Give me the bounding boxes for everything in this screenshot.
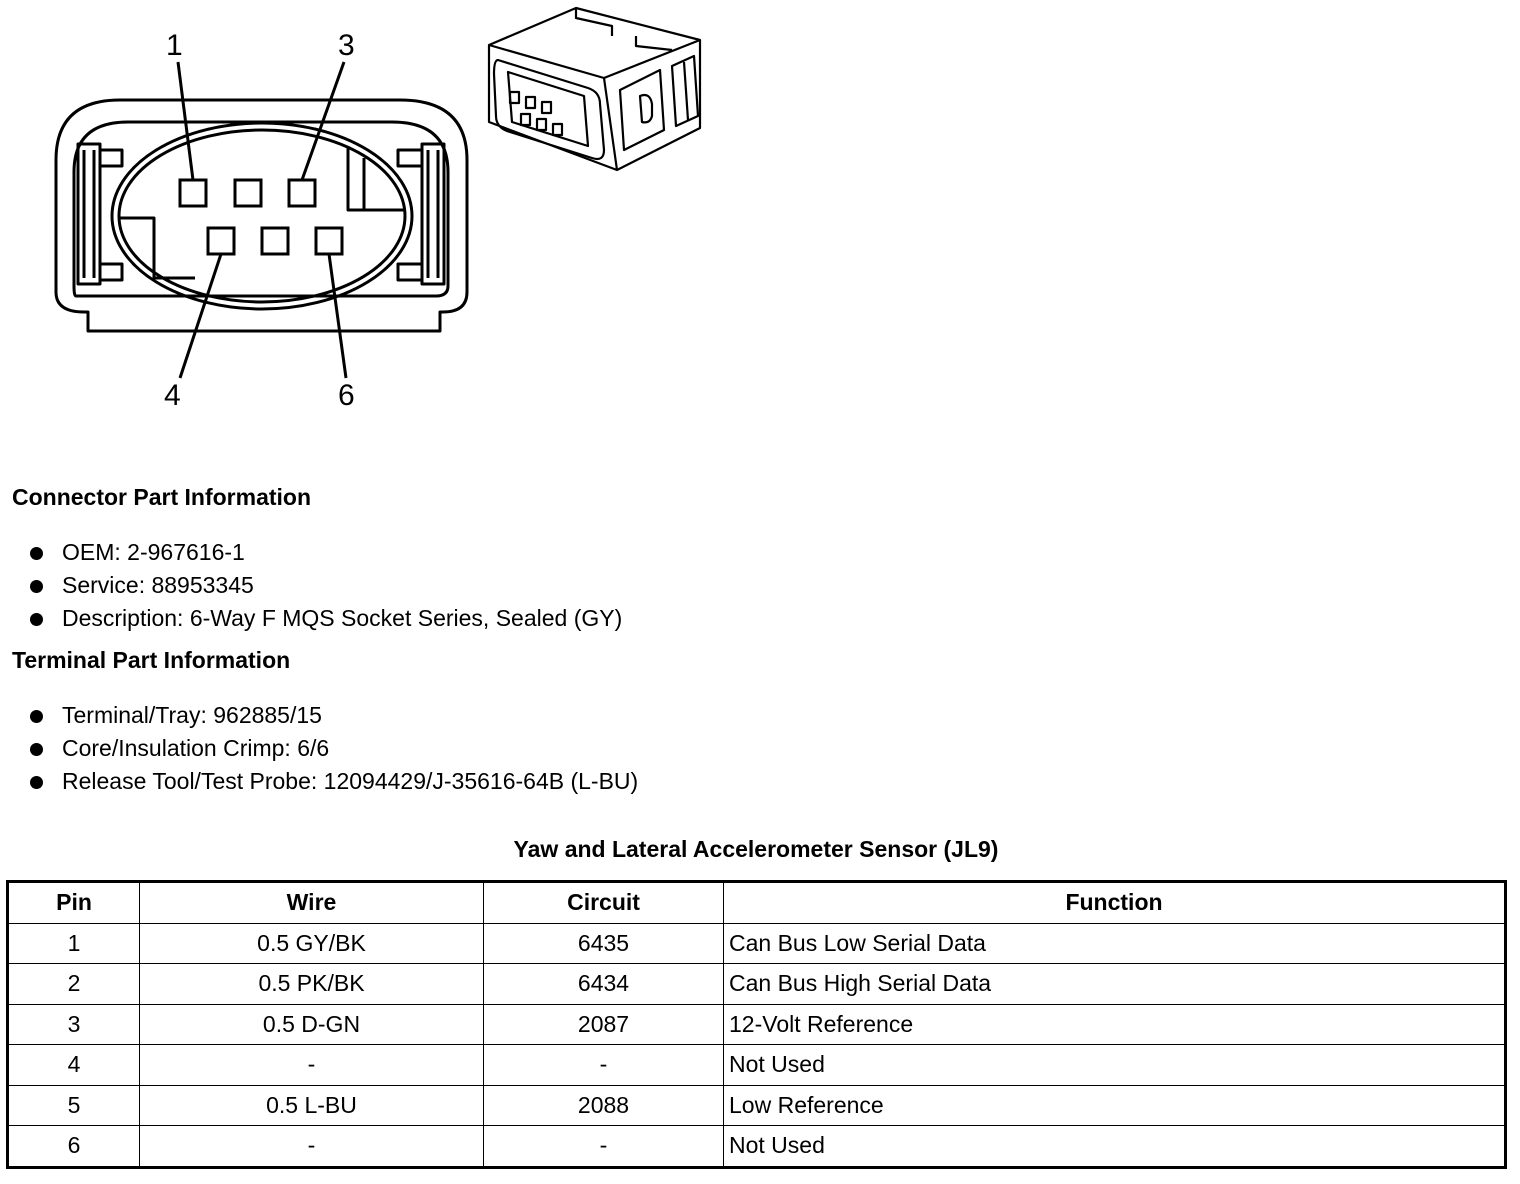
table-row: [8, 964, 1506, 1005]
bullet-icon: [30, 710, 43, 723]
terminal-info-list: [0, 699, 638, 798]
cell-wire: 0.5 L-BU: [140, 1085, 484, 1126]
list-item: [0, 602, 622, 635]
header-pin: Pin: [8, 882, 140, 924]
cell-function: Can Bus High Serial Data: [724, 964, 1506, 1005]
terminal-info-title: Terminal Part Information: [12, 647, 291, 673]
bullet-icon: [30, 580, 43, 593]
connector-face-diagram: [0, 0, 760, 430]
cell-wire: -: [140, 1126, 484, 1168]
cell-function: Can Bus Low Serial Data: [724, 923, 1506, 964]
list-item-text: Core/Insulation Crimp: 6/6: [62, 735, 330, 761]
cell-pin: 4: [8, 1045, 140, 1086]
pin-label-6: 6: [338, 379, 355, 412]
list-item-text: Release Tool/Test Probe: 12094429/J-35616-64B (L-BU): [62, 768, 639, 794]
pin-cavity-5: [262, 228, 288, 254]
list-item: [0, 732, 638, 765]
leader-line-4: [180, 254, 221, 378]
cell-wire: 0.5 PK/BK: [140, 964, 484, 1005]
cell-circuit: -: [484, 1045, 724, 1086]
connector-3d-illustration: [489, 8, 700, 170]
pinout-table: [6, 880, 1507, 1169]
header-circuit: Circuit: [484, 882, 724, 924]
list-item-text: Description: 6-Way F MQS Socket Series, Sealed (GY): [62, 605, 623, 631]
key-left: [120, 218, 195, 278]
list-item: [0, 569, 622, 602]
cell-circuit: -: [484, 1126, 724, 1168]
cell-circuit: 2088: [484, 1085, 724, 1126]
connector-info-list: [0, 536, 622, 635]
pin-label-3: 3: [338, 29, 355, 62]
table-caption: Yaw and Lateral Accelerometer Sensor (JL9): [513, 836, 999, 862]
socket-oval: [112, 123, 412, 309]
cell-function: Low Reference: [724, 1085, 1506, 1126]
header-function: Function: [724, 882, 1506, 924]
cell-wire: -: [140, 1045, 484, 1086]
cell-circuit: 2087: [484, 1004, 724, 1045]
pin-label-1: 1: [166, 29, 183, 62]
cell-function: Not Used: [724, 1045, 1506, 1086]
cell-circuit: 6434: [484, 964, 724, 1005]
table-row: [8, 923, 1506, 964]
pin-cavities: [180, 180, 342, 254]
list-item: [0, 699, 638, 732]
table-header-row: [8, 882, 1506, 924]
table-row: [8, 1004, 1506, 1045]
cell-pin: 6: [8, 1126, 140, 1168]
cell-pin: 1: [8, 923, 140, 964]
cell-function: Not Used: [724, 1126, 1506, 1168]
leader-line-6: [329, 254, 346, 378]
pin-label-4: 4: [164, 379, 181, 412]
cell-pin: 5: [8, 1085, 140, 1126]
right-latch-rail: [422, 144, 444, 284]
pin-cavity-1: [180, 180, 206, 206]
table-row: [8, 1085, 1506, 1126]
cell-circuit: 6435: [484, 923, 724, 964]
list-item-text: Service: 88953345: [62, 572, 254, 598]
bullet-icon: [30, 743, 43, 756]
pin-cavity-6: [316, 228, 342, 254]
list-item-text: Terminal/Tray: 962885/15: [62, 702, 322, 728]
header-wire: Wire: [140, 882, 484, 924]
bullet-icon: [30, 613, 43, 626]
pin-cavity-4: [208, 228, 234, 254]
connector-info-title: Connector Part Information: [12, 484, 312, 510]
pin-cavity-2: [235, 180, 261, 206]
table-row: [8, 1126, 1506, 1168]
cell-wire: 0.5 D-GN: [140, 1004, 484, 1045]
bullet-icon: [30, 547, 43, 560]
cell-pin: 2: [8, 964, 140, 1005]
cell-pin: 3: [8, 1004, 140, 1045]
bullet-icon: [30, 776, 43, 789]
cell-function: 12-Volt Reference: [724, 1004, 1506, 1045]
left-latch-rail: [78, 144, 100, 284]
list-item-text: OEM: 2-967616-1: [62, 539, 245, 565]
table-row: [8, 1045, 1506, 1086]
cell-wire: 0.5 GY/BK: [140, 923, 484, 964]
pin-cavity-3: [289, 180, 315, 206]
list-item: [0, 536, 622, 569]
list-item: [0, 765, 638, 798]
